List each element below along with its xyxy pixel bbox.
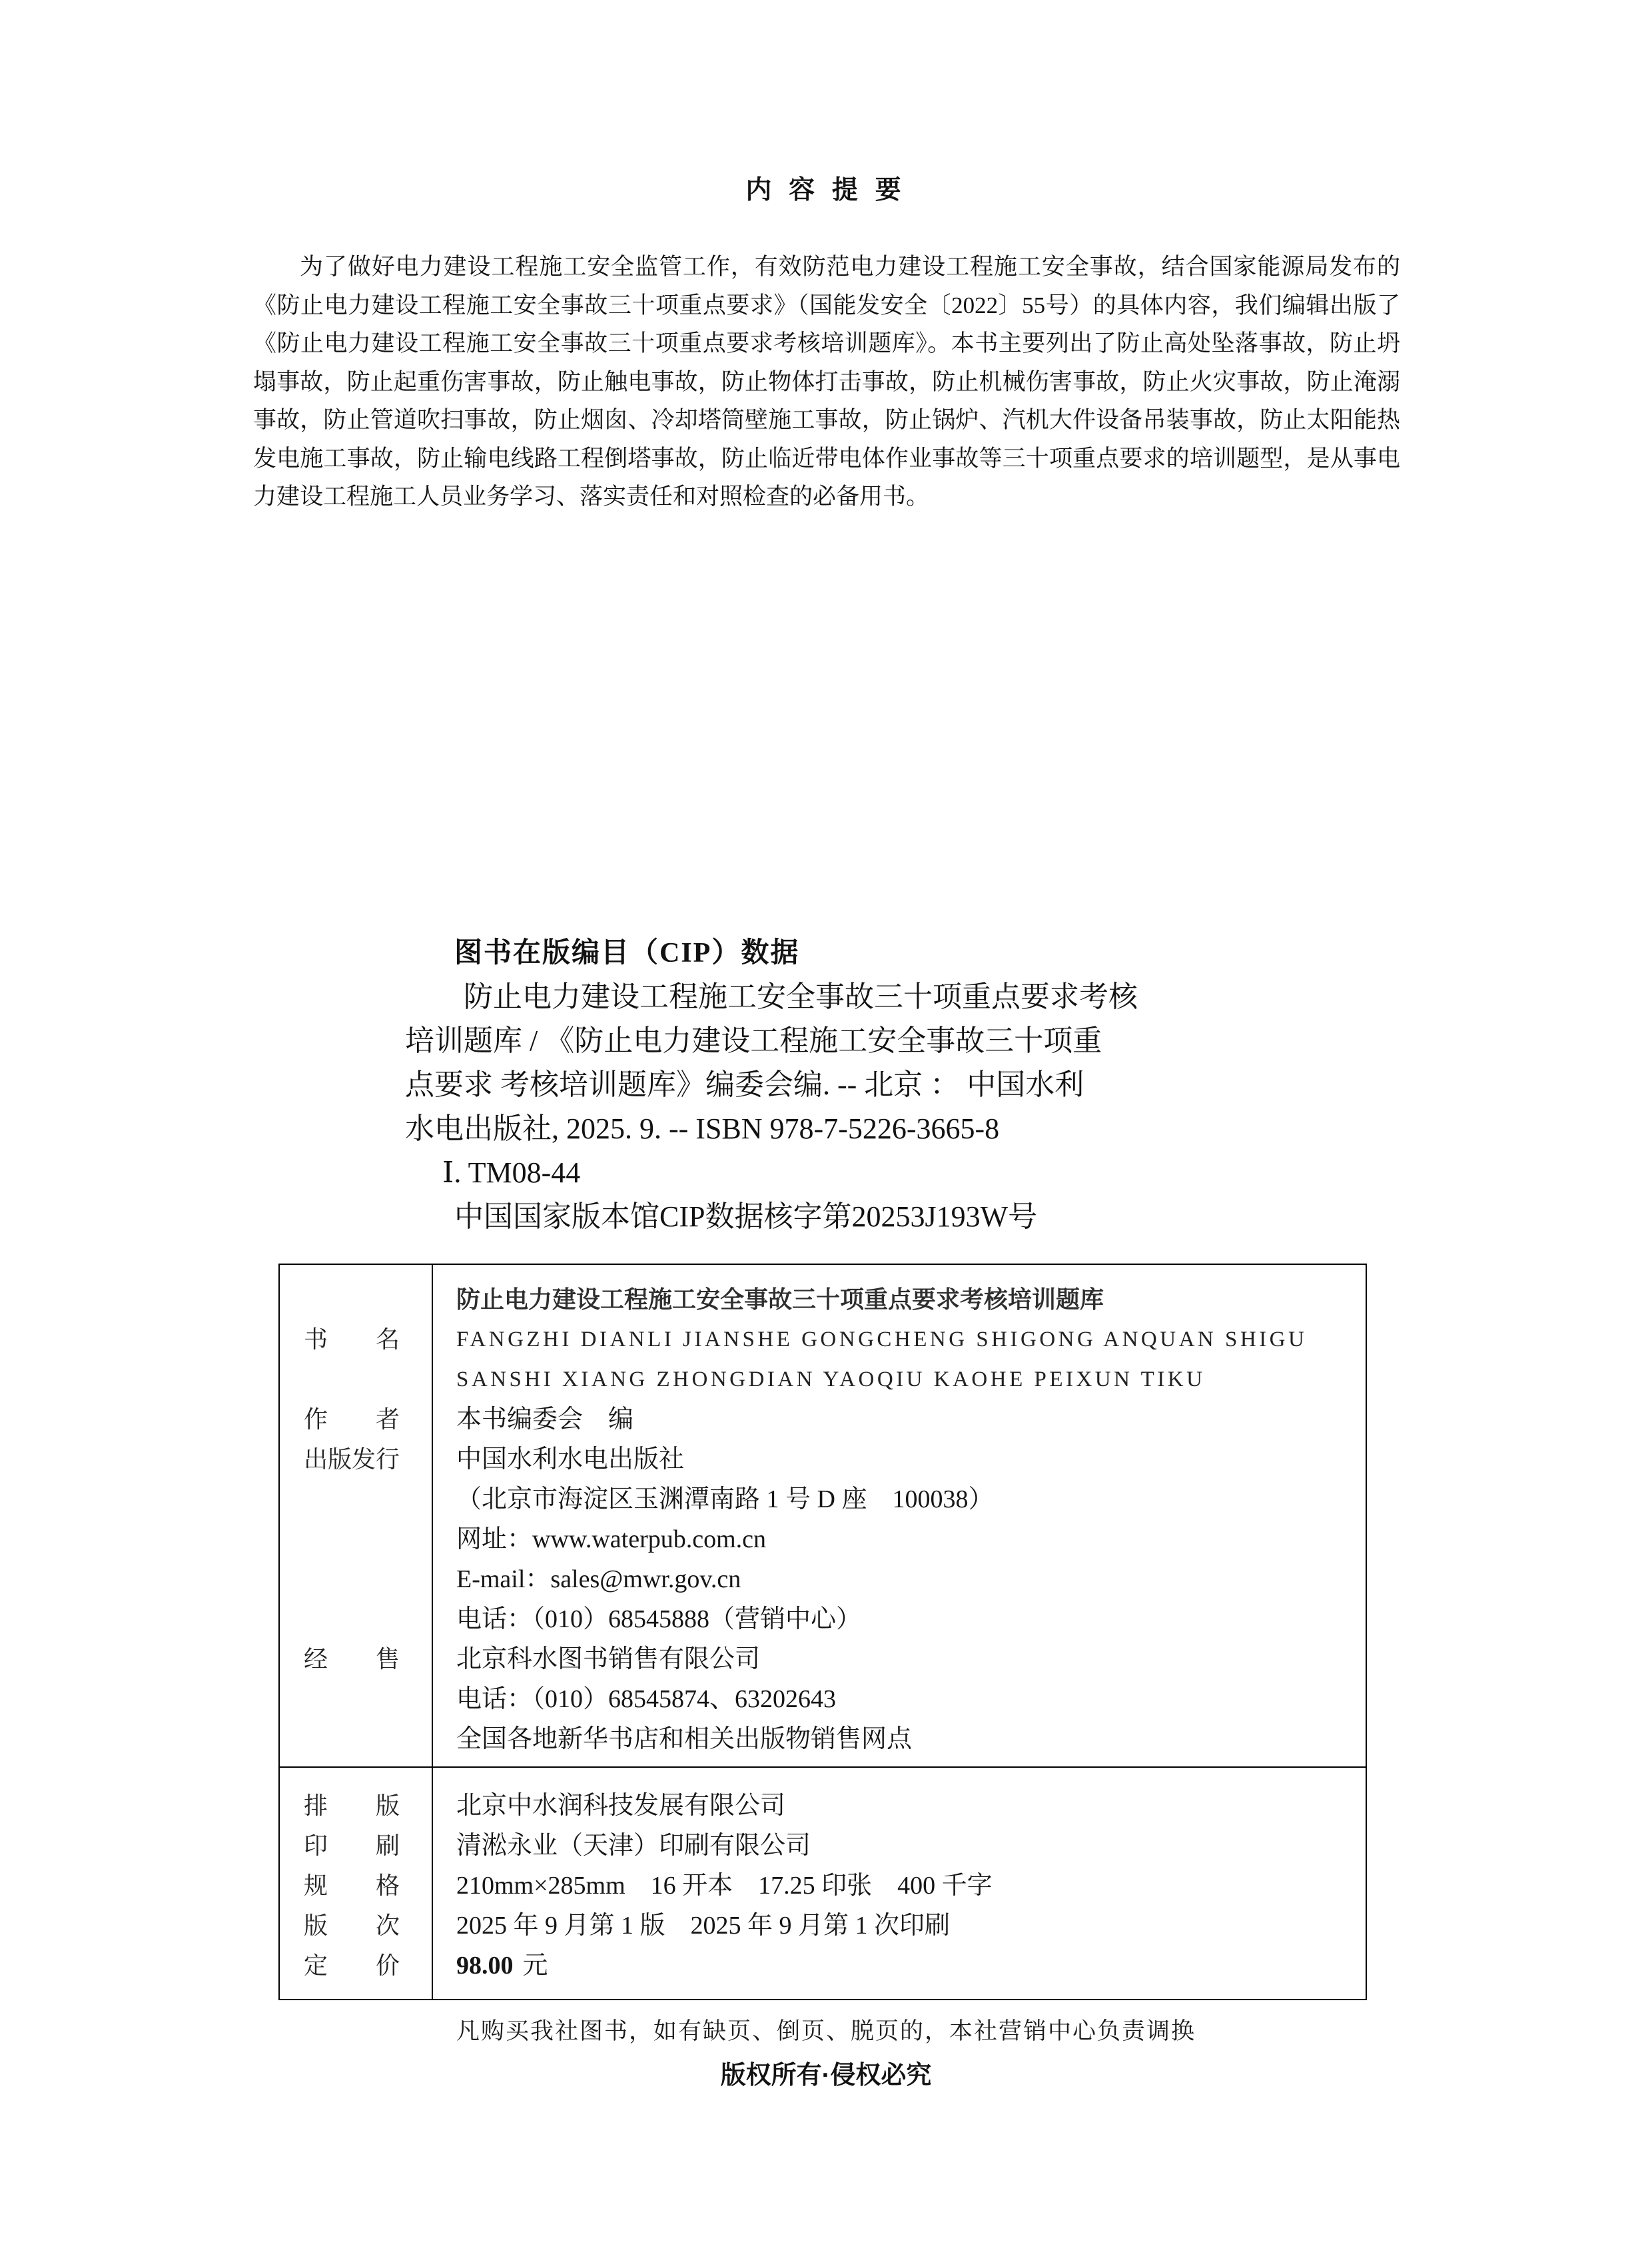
field-label	[304, 1559, 405, 1599]
field-label: 出版发行	[304, 1445, 400, 1473]
field-label	[304, 1359, 405, 1399]
colophon-row	[280, 1519, 1366, 1559]
book-title-pinyin: SANSHI XIANG ZHONGDIAN YAOQIU KAOHE PEIXUN TIKU	[456, 1367, 1206, 1391]
publisher-email: E-mail：sales@mwr.gov.cn	[456, 1565, 741, 1593]
price-number: 98.00	[456, 1952, 514, 1980]
cip-heading: 图书在版编目（CIP）数据	[454, 938, 800, 968]
book-title-value: 防止电力建设工程施工安全事故三十项重点要求考核培训题库	[456, 1286, 1104, 1313]
distribution-note: 全国各地新华书店和相关出版物销售网点	[456, 1725, 913, 1753]
colophon-row	[280, 1906, 1366, 1946]
section-divider	[280, 1766, 1366, 1768]
colophon-row	[280, 1559, 1366, 1599]
colophon-row	[280, 1866, 1366, 1906]
distributor-value: 北京科水图书销售有限公司	[456, 1645, 761, 1673]
field-label: 规 格	[304, 1872, 400, 1899]
cip-line: 水电出版社, 2025. 9. -- ISBN 978-7-5226-3665-8	[405, 1112, 1000, 1145]
field-label	[304, 1519, 405, 1559]
price-unit: 元	[522, 1952, 548, 1980]
colophon-row	[280, 1786, 1366, 1826]
colophon-row	[280, 1359, 1366, 1399]
publisher-website: 网址：www.waterpub.com.cn	[456, 1525, 767, 1553]
field-label: 印 刷	[304, 1832, 400, 1859]
field-label: 排 版	[304, 1792, 400, 1819]
typesetter-value: 北京中水润科技发展有限公司	[456, 1792, 786, 1820]
cip-block	[405, 931, 1284, 1239]
publisher-phone: 电话：（010）68545888（营销中心）	[456, 1605, 862, 1633]
price-value	[405, 1946, 1366, 1986]
colophon-row	[280, 1679, 1366, 1719]
printer-value: 清淞永业（天津）印刷有限公司	[456, 1832, 811, 1860]
summary-paragraph: 为了做好电力建设工程施工安全监管工作，有效防范电力建设工程施工安全事故，结合国家能源局发布的《防止电力建设工程施工安全事故三十项重点要求》（国能发安全〔2022〕55号）的具体内容，我们编辑出版了《防止电力建设工程施工安全事故三十项重点要求考核培训题库》。本书主要列出了防止高处坠落事故，防止坍塌事故，防止起重伤害事故，防止触电事故，防止物体打击事故，防止机械伤害事故，防止火灾事故，防止淹溺事故，防止管道吹扫事故，防止烟囱、冷却塔筒壁施工事故，防止锅炉、汽机大件设备吊装事故，防止太阳能热发电施工事故，防止输电线路工程倒塔事故，防止临近带电体作业事故等三十项重点要求的培训题型，是从事电力建设工程施工人员业务学习、落实责任和对照检查的必备用书。	[253, 254, 1400, 510]
colophon-top-section	[280, 1280, 1366, 1759]
colophon-row	[280, 1280, 1366, 1319]
edition-value: 2025 年 9 月第 1 版 2025 年 9 月第 1 次印刷	[456, 1912, 951, 1940]
field-label: 版 次	[304, 1912, 400, 1939]
cip-line: Ⅰ. TM08-44	[442, 1156, 581, 1189]
colophon-row	[280, 1319, 1366, 1359]
copyright-statement: 版权所有·侵权必究	[720, 2061, 932, 2089]
colophon-row	[280, 1399, 1366, 1439]
colophon-row	[280, 1479, 1366, 1519]
field-label	[304, 1679, 405, 1719]
colophon-box	[278, 1264, 1367, 2000]
publisher-value: 中国水利水电出版社	[456, 1445, 685, 1473]
colophon-row	[280, 1639, 1366, 1679]
cip-line: 中国国家版本馆CIP数据核字第20253J193W号	[454, 1200, 1038, 1233]
field-label	[304, 1719, 405, 1759]
cip-line: 防止电力建设工程施工安全事故三十项重点要求考核	[464, 980, 1138, 1013]
field-label: 作 者	[304, 1405, 400, 1433]
colophon-row	[280, 1439, 1366, 1479]
cip-line: 点要求 考核培训题库》编委会编. -- 北京 ： 中国水利	[405, 1068, 1084, 1101]
author-value: 本书编委会 编	[456, 1405, 634, 1433]
distributor-phone: 电话：（010）68545874、63202643	[456, 1685, 837, 1713]
publisher-address: （北京市海淀区玉渊潭南路 1 号 D 座 100038）	[456, 1485, 994, 1513]
colophon-row	[280, 1946, 1366, 1986]
field-label	[304, 1479, 405, 1519]
book-title-pinyin: FANGZHI DIANLI JIANSHE GONGCHENG SHIGONG ANQUAN SHIGU	[456, 1327, 1308, 1351]
summary-title: 内 容 提 要	[745, 176, 907, 204]
field-label: 经 售	[304, 1645, 400, 1673]
colophon-row	[280, 1719, 1366, 1759]
format-value: 210mm×285mm 16 开本 17.25 印张 400 千字	[456, 1872, 993, 1900]
cip-line: 培训题库 / 《防止电力建设工程施工安全事故三十项重	[405, 1024, 1102, 1057]
field-label	[304, 1280, 405, 1319]
field-label: 定 价	[304, 1952, 400, 1979]
colophon-row	[280, 1826, 1366, 1866]
exchange-notice: 凡购买我社图书，如有缺页、倒页、脱页的，本社营销中心负责调换	[456, 2018, 1196, 2044]
field-label: 书 名	[304, 1325, 400, 1353]
colophon-bottom-section	[280, 1786, 1366, 1986]
colophon-row	[280, 1599, 1366, 1639]
field-label	[304, 1599, 405, 1639]
